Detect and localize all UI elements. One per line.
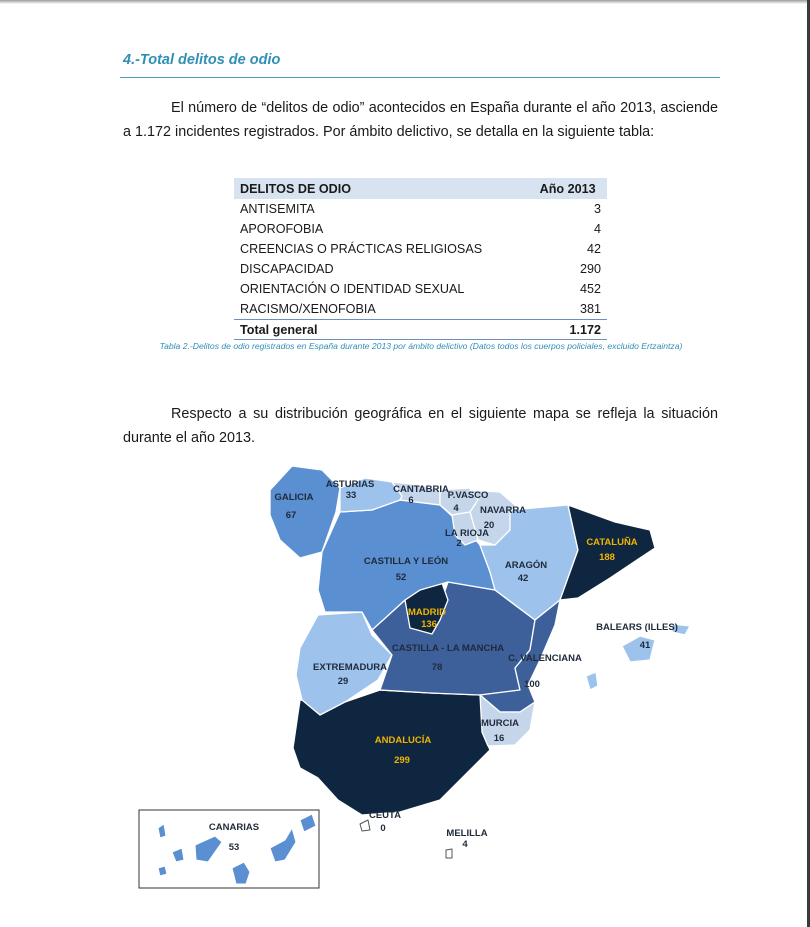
row-value: 452 bbox=[579, 282, 601, 296]
row-value: 3 bbox=[593, 202, 601, 216]
row-label: ORIENTACIÓN O IDENTIDAD SEXUAL bbox=[240, 282, 465, 296]
label-c-valenciana: C. VALENCIANA bbox=[508, 653, 582, 664]
value-baleares: 41 bbox=[639, 640, 651, 651]
value-extremadura: 29 bbox=[337, 676, 349, 687]
value-c-valenciana: 100 bbox=[524, 679, 540, 690]
label-baleares: BALEARS (ILLES) bbox=[596, 622, 678, 633]
table-caption: Tabla 2.-Delitos de odio registrados en España durante 2013 por ámbito delictivo (Datos todos los cuerpos policiales, excluido Ertzaintza) bbox=[159, 341, 683, 351]
header-category: DELITOS DE ODIO bbox=[234, 178, 528, 199]
label-pais-vasco: P.VASCO bbox=[447, 490, 489, 501]
label-ceuta: CEUTA bbox=[368, 810, 402, 821]
map-intro-paragraph: Respecto a su distribución geográfica en el siguiente mapa se refleja la situación durante el año 2013. bbox=[123, 406, 718, 446]
row-label: CREENCIAS O PRÁCTICAS RELIGIOSAS bbox=[240, 242, 483, 256]
header-year: Año 2013 bbox=[528, 178, 607, 199]
value-madrid: 136 bbox=[421, 619, 437, 630]
value-asturias: 33 bbox=[345, 490, 357, 501]
label-navarra: NAVARRA bbox=[479, 505, 527, 516]
row-value: 381 bbox=[579, 302, 601, 316]
label-aragon: ARAGÓN bbox=[504, 560, 548, 571]
value-castilla-la-mancha: 78 bbox=[431, 662, 443, 673]
label-castilla-y-leon: CASTILLA Y LEÓN bbox=[363, 556, 449, 567]
label-castilla-la-mancha: CASTILLA - LA MANCHA bbox=[391, 643, 505, 654]
label-murcia: MURCIA bbox=[481, 718, 519, 729]
row-label: RACISMO/XENOFOBIA bbox=[240, 302, 376, 316]
value-cataluna: 188 bbox=[599, 552, 615, 563]
value-castilla-y-leon: 52 bbox=[395, 572, 407, 583]
row-label: DISCAPACIDAD bbox=[240, 262, 334, 276]
value-la-rioja: 2 bbox=[456, 538, 462, 549]
value-navarra: 20 bbox=[483, 520, 495, 531]
label-cataluna: CATALUÑA bbox=[586, 537, 638, 548]
label-melilla: MELILLA bbox=[446, 828, 488, 839]
value-melilla: 4 bbox=[462, 839, 468, 850]
label-extremadura: EXTREMADURA bbox=[313, 662, 387, 673]
region-baleares-ibiza bbox=[586, 672, 598, 690]
value-galicia: 67 bbox=[285, 510, 297, 521]
value-andalucia: 299 bbox=[394, 755, 410, 766]
row-value: 4 bbox=[593, 222, 601, 236]
region-ceuta bbox=[360, 820, 370, 831]
region-melilla bbox=[446, 849, 452, 858]
label-andalucia: ANDALUCÍA bbox=[374, 735, 432, 746]
value-aragon: 42 bbox=[517, 573, 529, 584]
row-label: ANTISEMITA bbox=[240, 202, 315, 216]
row-value: 290 bbox=[579, 262, 601, 276]
value-murcia: 16 bbox=[493, 733, 505, 744]
label-asturias: ASTURIAS bbox=[325, 479, 375, 490]
label-la-rioja: LA RIOJA bbox=[445, 528, 489, 539]
total-label: Total general bbox=[234, 320, 528, 340]
section-title: 4.-Total delitos de odio bbox=[123, 52, 281, 68]
value-canarias: 53 bbox=[228, 842, 240, 853]
total-value: 1.172 bbox=[528, 320, 607, 340]
label-canarias: CANARIAS bbox=[208, 822, 260, 833]
row-label: APOROFOBIA bbox=[240, 222, 324, 236]
value-ceuta: 0 bbox=[380, 823, 386, 834]
intro-paragraph: El número de “delitos de odio” acontecidos en España durante el año 2013, asciende a 1.172 incidentes registrados. Por ámbito delictivo, se detalla en la siguiente tabla: bbox=[123, 100, 718, 140]
value-cantabria: 6 bbox=[408, 495, 414, 506]
value-pais-vasco: 4 bbox=[453, 503, 459, 514]
row-value: 42 bbox=[586, 242, 601, 256]
label-galicia: GALICIA bbox=[274, 492, 314, 503]
label-madrid: MADRID bbox=[408, 607, 446, 618]
label-cantabria: CANTABRIA bbox=[393, 484, 449, 495]
